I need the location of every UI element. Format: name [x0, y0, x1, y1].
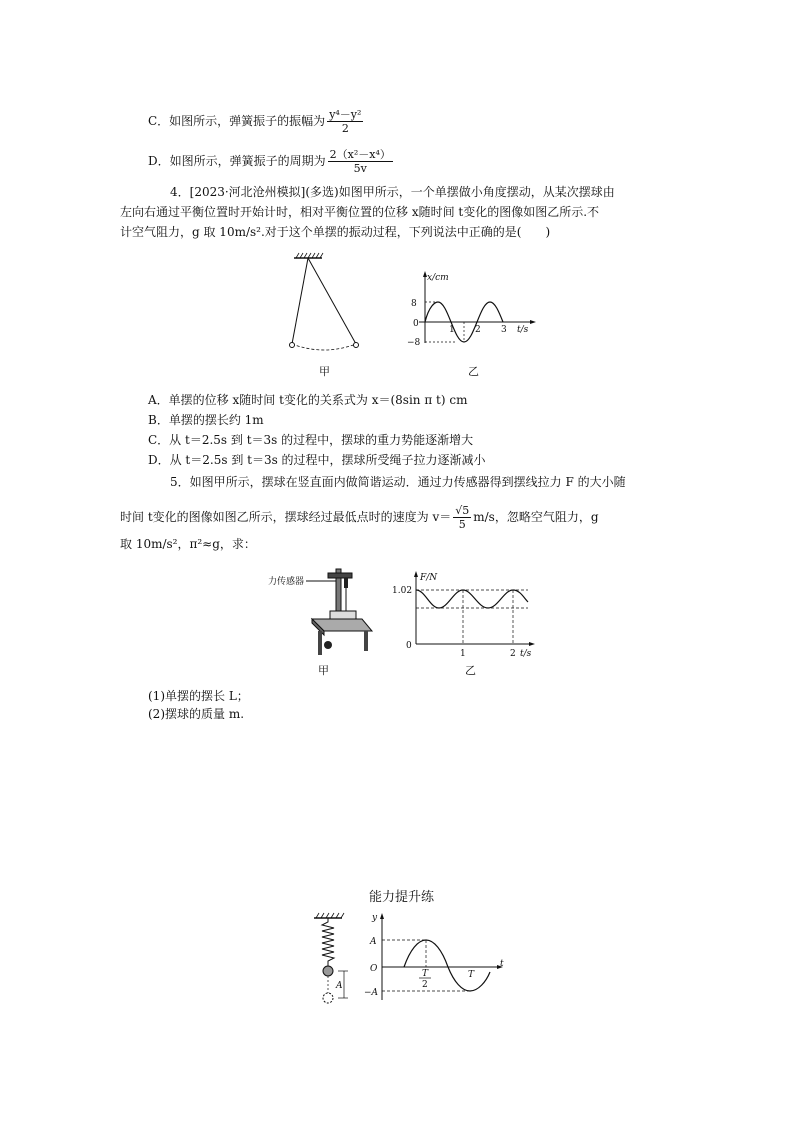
x-tick-1: 1: [460, 649, 466, 659]
x-axis-arrow: [530, 320, 536, 324]
fraction-denominator: 5v: [353, 162, 367, 175]
spring-oscillator-figure: [310, 912, 350, 1012]
x-tick-2: 2: [475, 325, 481, 335]
q4-option-a: A．单摆的位移 x随时间 t变化的关系式为 x＝(8sin π t) cm: [148, 393, 468, 407]
fraction-numerator: 2（x²－x⁴）: [329, 148, 391, 161]
q5-figure-yi-caption: 乙: [465, 664, 476, 677]
q5-stem-line1: 5．如图甲所示，摆球在竖直面内做简谐运动．通过力传感器得到摆线拉力 F 的大小随: [170, 475, 626, 489]
x-tick-1: 1: [449, 325, 455, 335]
q3-option-c: [148, 108, 365, 135]
x-tick-half-T-den: 2: [422, 980, 428, 990]
pendulum-bob: [324, 641, 332, 649]
q5-sub1: (1)单摆的摆长 L；: [148, 689, 249, 703]
sensor-label: 力传感器: [268, 577, 305, 587]
y-tick-8: 8: [411, 299, 417, 309]
string-left: [292, 258, 308, 344]
y-tick-A: A: [370, 937, 377, 947]
string-right: [308, 258, 356, 344]
q3-option-d-text: D．如图所示，弹簧振子的周期为: [148, 154, 326, 168]
sensor-body: [344, 578, 348, 588]
q5-stem-line3: 取 10m/s²，π²≈g，求：: [120, 537, 256, 551]
y-axis-arrow: [380, 913, 384, 919]
y-tick-0: 0: [413, 319, 419, 329]
q5-ft-graph: [392, 568, 537, 663]
x-axis-label: t/s: [517, 325, 529, 335]
fraction-denominator: 2: [341, 122, 349, 135]
y-tick-0: 0: [406, 641, 412, 651]
q4-figure-jia-caption: 甲: [319, 365, 330, 378]
q4-option-b: B．单摆的摆长约 1m: [148, 413, 264, 427]
speed-fraction: [453, 504, 471, 531]
x-tick-T: T: [468, 970, 475, 980]
pendulum-figure: [270, 252, 390, 362]
q4-stem-line1: 4．[2023·河北沧州模拟](多选)如图甲所示，一个单摆做小角度摆动，从某次摆球由: [170, 185, 615, 199]
q3-option-d: [148, 148, 395, 175]
force-curve: [416, 590, 528, 608]
x-tick-half-T-num: T: [422, 969, 429, 979]
bob-left: [290, 343, 295, 348]
bob-right: [354, 343, 359, 348]
q4-option-d: D．从 t＝2.5s 到 t＝3s 的过程中，摆球所受绳子拉力逐渐减小: [148, 453, 486, 467]
swing-arc: [292, 344, 356, 350]
q4-xt-graph: [405, 268, 545, 363]
q3-option-c-text: C．如图所示，弹簧振子的振幅为: [148, 114, 326, 128]
fraction-numerator: y⁴－y²: [329, 108, 362, 121]
yt-curve: [404, 940, 490, 991]
x-axis-arrow: [529, 642, 535, 646]
y-axis-arrow: [414, 571, 418, 577]
y-axis-label: x/cm: [427, 273, 449, 283]
oscillator-ball-displaced: [323, 993, 333, 1003]
y-axis-label: y: [372, 913, 378, 923]
q3-option-c-fraction: [327, 108, 363, 135]
q5-sub2: (2)摆球的质量 m.: [148, 707, 245, 721]
speed-denominator: 5: [458, 518, 466, 531]
q3-option-d-fraction: [328, 148, 393, 175]
x-tick-2: 2: [510, 649, 516, 659]
stand-arm: [328, 573, 352, 578]
x-tick-3: 3: [501, 325, 507, 335]
q4-stem-line2: 左向右通过平衡位置时开始计时，相对平衡位置的位移 x随时间 t变化的图像如图乙所示.不: [120, 205, 600, 219]
q4-stem-line3: 计空气阻力，g 取 10m/s².对于这个单摆的振动过程，下列说法中正确的是( ): [120, 225, 551, 239]
q5-stem-line2-suffix: m/s，忽略空气阻力，g: [473, 510, 599, 524]
x-axis-label: t/s: [520, 649, 532, 659]
displacement-label: A: [336, 981, 343, 991]
table-leg-front: [318, 631, 322, 655]
y-tick-minus-A: −A: [364, 988, 379, 998]
q4-option-c: C．从 t＝2.5s 到 t＝3s 的过程中，摆球的重力势能逐渐增大: [148, 433, 474, 447]
q5-stem-line2-prefix: 时间 t变化的图像如图乙所示，摆球经过最低点时的速度为 v＝: [120, 510, 452, 524]
q5-stem-line2: [120, 504, 599, 531]
table-leg-right: [364, 631, 368, 651]
q5-figure-jia-caption: 甲: [318, 664, 329, 677]
y-axis-label: F/N: [420, 573, 438, 583]
section-title: 能力提升练: [369, 890, 435, 905]
y-tick-minus8: −8: [407, 338, 421, 348]
x-axis-label: t: [500, 959, 504, 969]
q4-figure-yi-caption: 乙: [468, 365, 479, 378]
section-yt-graph: [360, 910, 510, 1010]
speed-numerator: √5: [455, 504, 470, 517]
sensor-table-figure: [268, 565, 378, 660]
oscillator-ball: [323, 966, 333, 976]
y-tick-1.02: 1.02: [392, 586, 413, 596]
spring-coil: [322, 918, 334, 966]
origin-label: O: [370, 964, 378, 974]
